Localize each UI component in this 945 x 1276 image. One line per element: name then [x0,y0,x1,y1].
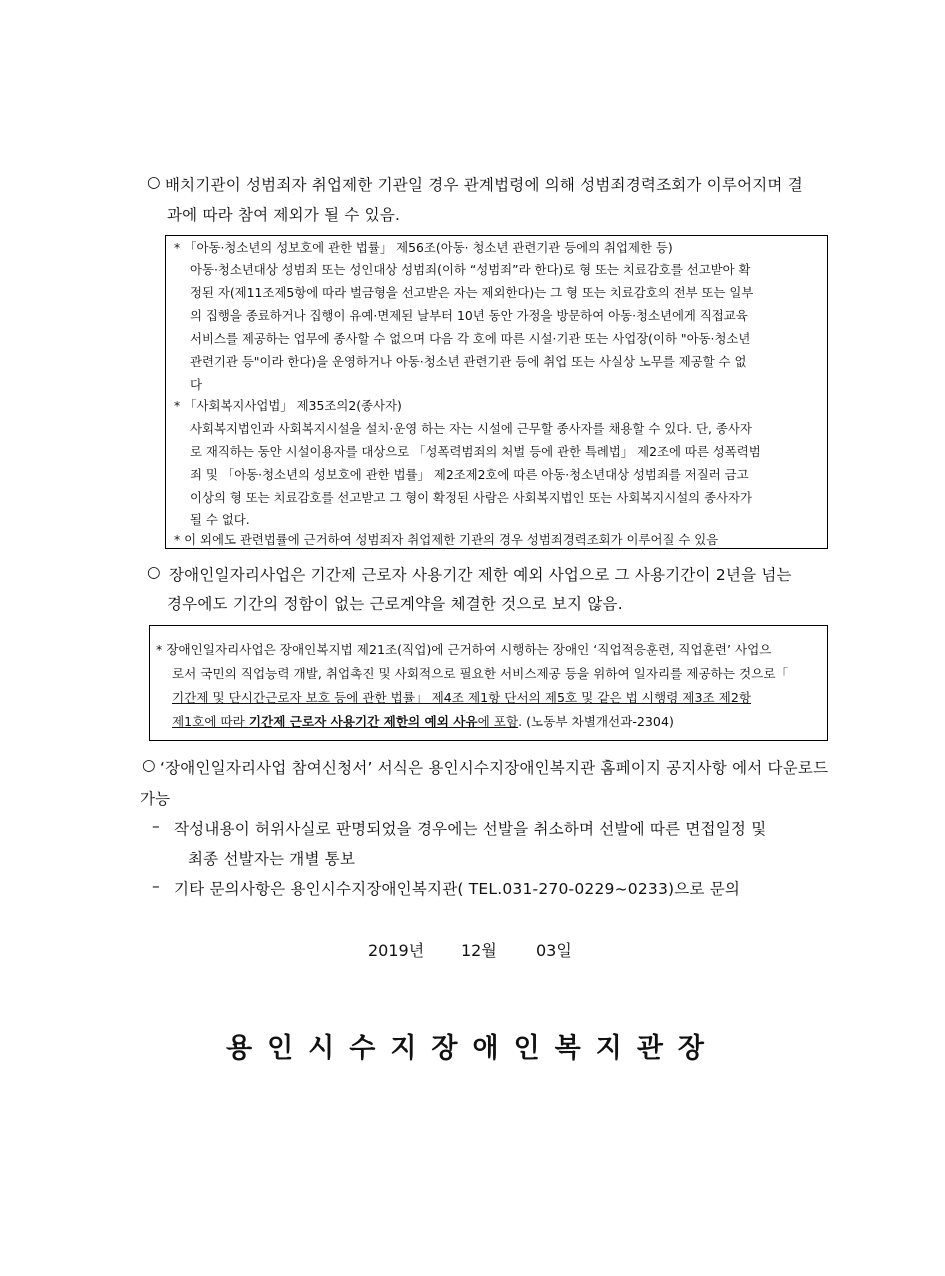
notice-text-line: 작성내용이 허위사실로 판명되었을 경우에는 선발을 취소하며 선발에 따른 면접일정 및 [174,820,767,838]
law-text-segment: 제1호에 따라 [172,714,249,729]
bullet-circle: ○ [142,756,156,774]
bullet-circle: ○ [147,173,161,191]
law-text-line: 다 [190,377,202,392]
law-text-line: 죄 및 「아동·청소년의 성보호에 관한 법률」 제2조제2호에 따른 아동·청소년대상 성범죄를 저질러 금고 [190,467,749,482]
date-month: 12월 [461,941,497,960]
notice-text-line: 과에 따라 참여 제외가 될 수 있음. [167,206,401,224]
law-title: * 「사회복지사업법」 제35조의2(종사자) [174,398,402,413]
law-text-emphasis: 기간제 근로자 사용기간 제한의 예외 사유 [248,714,478,729]
law-text-line: 될 수 없다. [190,512,250,527]
date-year: 2019년 [368,941,425,960]
notice-text-line: 가능 [140,790,171,808]
law-text-segment: . (노동부 차별개선과-2304) [518,714,674,729]
law-title: * 「아동·청소년의 성보호에 관한 법률」 제56조(아동· 청소년 관련기관 등에의 취업제한 등) [174,240,673,255]
notice-text-line: 경우에도 기간의 정함이 없는 근로계약을 체결한 것으로 보지 않음. [167,595,623,613]
law-text-segment: 에 포함 [477,714,519,729]
law-text-line: 로서 국민의 직업능력 개발, 취업촉진 및 사회적으로 필요한 서비스제공 등을 위하여 일자리를 제공하는 것으로「 [172,666,789,681]
bullet-dash: – [152,817,160,835]
law-text-line: 사회복지법인과 사회복지시설을 설치·운영 하는 자는 시설에 근무할 종사자를 채용할 수 있다. 단, 종사자 [190,421,752,436]
law-text-line: 이상의 형 또는 치료감호를 선고받고 그 형이 확정된 사람은 사회복지법인 또는 사회복지시설의 종사자가 [190,490,752,505]
notice-text-line: 기타 문의사항은 용인시수지장애인복지관( TEL.031-270-0229~0233)으로 문의 [174,880,741,898]
bullet-dash: – [152,877,160,895]
notice-text-line: 최종 선발자는 개별 통보 [188,850,356,868]
date-day: 03일 [536,941,572,960]
law-text-line: 정된 자(제11조제5항에 따라 벌금형을 선고받은 자는 제외한다)는 그 형 또는 치료감호의 전부 또는 일부 [190,285,754,300]
law-text-line [172,711,674,730]
notice-text-line: ‘장애인일자리사업 참여신청서’ 서식은 용인시수지장애인복지관 홈페이지 공지사항 에서 다운로드 [160,759,829,777]
notice-text-line: 배치기관이 성범죄자 취업제한 기관일 경우 관계법령에 의해 성범죄경력조회가 이루어지며 결 [165,176,803,194]
law-text-line: 의 집행을 종료하거나 집행이 유예·면제된 날부터 10년 동안 가정을 방문하여 아동·청소년에게 직접교육 [190,308,748,323]
labor-law-reference-box [149,625,828,741]
law-text-line: 로 재직하는 동안 시설이용자를 대상으로 「성폭력범죄의 처벌 등에 관한 특례법」 제2조에 따른 성폭력범 [190,444,761,459]
law-note: * 이 외에도 관련법률에 근거하여 성범죄자 취업제한 기관의 경우 성범죄경력조회가 이루어질 수 있음 [174,532,719,547]
law-text-line: 아동·청소년대상 성범죄 또는 성인대상 성범죄(이하 “성범죄”라 한다)로 형 또는 치료감호를 선고받아 확 [190,262,751,277]
law-reference-box [165,235,828,549]
notice-text-line: 장애인일자리사업은 기간제 근로자 사용기간 제한 예외 사업으로 그 사용기간이 2년을 넘는 [169,566,792,584]
law-text-line: 서비스를 제공하는 업무에 종사할 수 없으며 다음 각 호에 따른 시설·기관 또는 사업장(이하 "아동·청소년 [190,331,751,346]
issuer-signature: 용인시수지장애인복지관장 [226,1033,719,1064]
law-text-line: * 장애인일자리사업은 장애인복지법 제21조(직업)에 근거하여 시행하는 장애인 ‘직업적응훈련, 직업훈련’ 사업으 [156,642,772,657]
law-text-line: 관련기관 등"이라 한다)을 운영하거나 아동·청소년 관련기관 등에 취업 또는 사실상 노무를 제공할 수 없 [190,354,747,369]
law-text-line: 기간제 및 단시간근로자 보호 등에 관한 법률」 제4조 제1항 단서의 제5호 및 같은 법 시행령 제3조 제2항 [172,690,751,705]
bullet-circle: ○ [147,563,161,581]
